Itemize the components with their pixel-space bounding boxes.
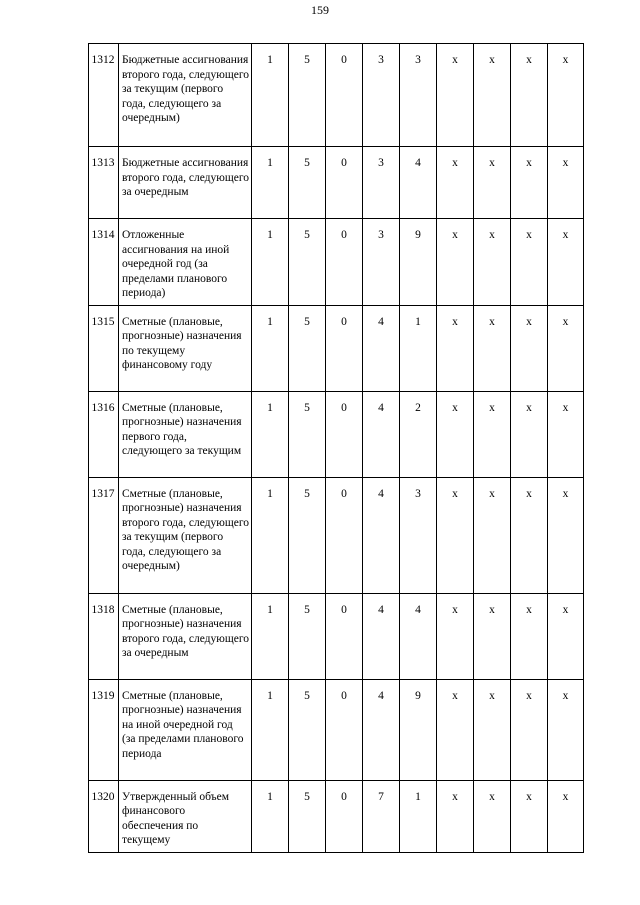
row-mark: х (437, 391, 474, 477)
row-digit: 1 (252, 147, 289, 219)
row-name: Сметные (плановые, прогнозные) назначения первого года, следующего за текущим (119, 391, 252, 477)
row-mark: х (548, 147, 584, 219)
table-body (89, 44, 584, 853)
row-digit: 1 (252, 305, 289, 391)
row-digit: 1 (252, 391, 289, 477)
row-mark: х (474, 147, 511, 219)
row-code: 1315 (89, 305, 119, 391)
row-mark: х (437, 219, 474, 306)
row-digit: 0 (326, 391, 363, 477)
row-digit: 5 (289, 391, 326, 477)
row-mark: х (511, 780, 548, 852)
row-mark: х (548, 593, 584, 679)
row-digit: 0 (326, 593, 363, 679)
row-digit: 0 (326, 44, 363, 147)
table-row (89, 305, 584, 391)
row-mark: х (548, 391, 584, 477)
row-mark: х (548, 477, 584, 593)
row-digit: 1 (252, 44, 289, 147)
row-mark: х (548, 219, 584, 306)
row-mark: х (548, 44, 584, 147)
row-mark: х (548, 679, 584, 780)
row-digit: 4 (363, 679, 400, 780)
row-mark: х (474, 44, 511, 147)
row-digit: 3 (400, 44, 437, 147)
row-mark: х (437, 593, 474, 679)
row-digit: 5 (289, 679, 326, 780)
row-mark: х (437, 679, 474, 780)
row-digit: 9 (400, 679, 437, 780)
row-name: Отложенные ассигнования на иной очередной год (за пределами планового периода) (119, 219, 252, 306)
row-digit: 0 (326, 780, 363, 852)
row-digit: 5 (289, 219, 326, 306)
row-digit: 3 (363, 44, 400, 147)
row-name: Утвержденный объем финансового обеспечения по текущему (119, 780, 252, 852)
table-row (89, 44, 584, 147)
row-digit: 0 (326, 477, 363, 593)
page-number: 159 (311, 3, 329, 17)
row-name: Сметные (плановые, прогнозные) назначения второго года, следующего за очередным (119, 593, 252, 679)
row-mark: х (511, 44, 548, 147)
row-code: 1314 (89, 219, 119, 306)
row-digit: 0 (326, 305, 363, 391)
row-mark: х (437, 780, 474, 852)
row-digit: 3 (363, 219, 400, 306)
row-mark: х (511, 305, 548, 391)
row-mark: х (511, 147, 548, 219)
table-row (89, 780, 584, 852)
table-row (89, 219, 584, 306)
row-mark: х (511, 219, 548, 306)
row-mark: х (548, 305, 584, 391)
table-row (89, 679, 584, 780)
row-digit: 4 (400, 147, 437, 219)
row-digit: 9 (400, 219, 437, 306)
row-mark: х (474, 780, 511, 852)
row-mark: х (474, 477, 511, 593)
row-mark: х (511, 679, 548, 780)
row-digit: 4 (363, 305, 400, 391)
row-mark: х (474, 593, 511, 679)
table-row (89, 477, 584, 593)
row-mark: х (511, 593, 548, 679)
row-mark: х (437, 44, 474, 147)
row-mark: х (437, 147, 474, 219)
row-digit: 3 (400, 477, 437, 593)
row-digit: 0 (326, 219, 363, 306)
row-code: 1316 (89, 391, 119, 477)
row-mark: х (437, 477, 474, 593)
row-name: Сметные (плановые, прогнозные) назначения на иной очередной год (за пределами планового периода (119, 679, 252, 780)
row-digit: 5 (289, 147, 326, 219)
row-digit: 0 (326, 679, 363, 780)
row-digit: 1 (400, 305, 437, 391)
row-digit: 5 (289, 305, 326, 391)
row-code: 1313 (89, 147, 119, 219)
row-code: 1312 (89, 44, 119, 147)
row-digit: 3 (363, 147, 400, 219)
row-digit: 4 (363, 391, 400, 477)
row-mark: х (511, 391, 548, 477)
row-digit: 1 (252, 477, 289, 593)
row-mark: х (474, 305, 511, 391)
row-digit: 1 (252, 593, 289, 679)
row-mark: х (474, 679, 511, 780)
row-digit: 1 (252, 780, 289, 852)
row-name: Бюджетные ассигнования второго года, следующего за очередным (119, 147, 252, 219)
row-name: Сметные (плановые, прогнозные) назначения по текущему финансовому году (119, 305, 252, 391)
row-mark: х (474, 391, 511, 477)
row-digit: 2 (400, 391, 437, 477)
row-mark: х (474, 219, 511, 306)
row-code: 1319 (89, 679, 119, 780)
row-digit: 5 (289, 477, 326, 593)
row-mark: х (437, 305, 474, 391)
row-digit: 1 (252, 679, 289, 780)
row-name: Бюджетные ассигнования второго года, следующего за текущим (первого года, следующего за очередным) (119, 44, 252, 147)
table-row (89, 391, 584, 477)
row-name: Сметные (плановые, прогнозные) назначения второго года, следующего за текущим (первого года, следующего за очередным) (119, 477, 252, 593)
row-digit: 5 (289, 44, 326, 147)
table-row (89, 147, 584, 219)
row-mark: х (511, 477, 548, 593)
row-code: 1318 (89, 593, 119, 679)
row-digit: 4 (363, 477, 400, 593)
row-code: 1317 (89, 477, 119, 593)
accounts-table (88, 43, 584, 853)
row-digit: 0 (326, 147, 363, 219)
row-digit: 7 (363, 780, 400, 852)
row-code: 1320 (89, 780, 119, 852)
table-row (89, 593, 584, 679)
row-digit: 1 (400, 780, 437, 852)
row-digit: 4 (400, 593, 437, 679)
row-digit: 4 (363, 593, 400, 679)
row-mark: х (548, 780, 584, 852)
row-digit: 5 (289, 780, 326, 852)
row-digit: 1 (252, 219, 289, 306)
row-digit: 5 (289, 593, 326, 679)
